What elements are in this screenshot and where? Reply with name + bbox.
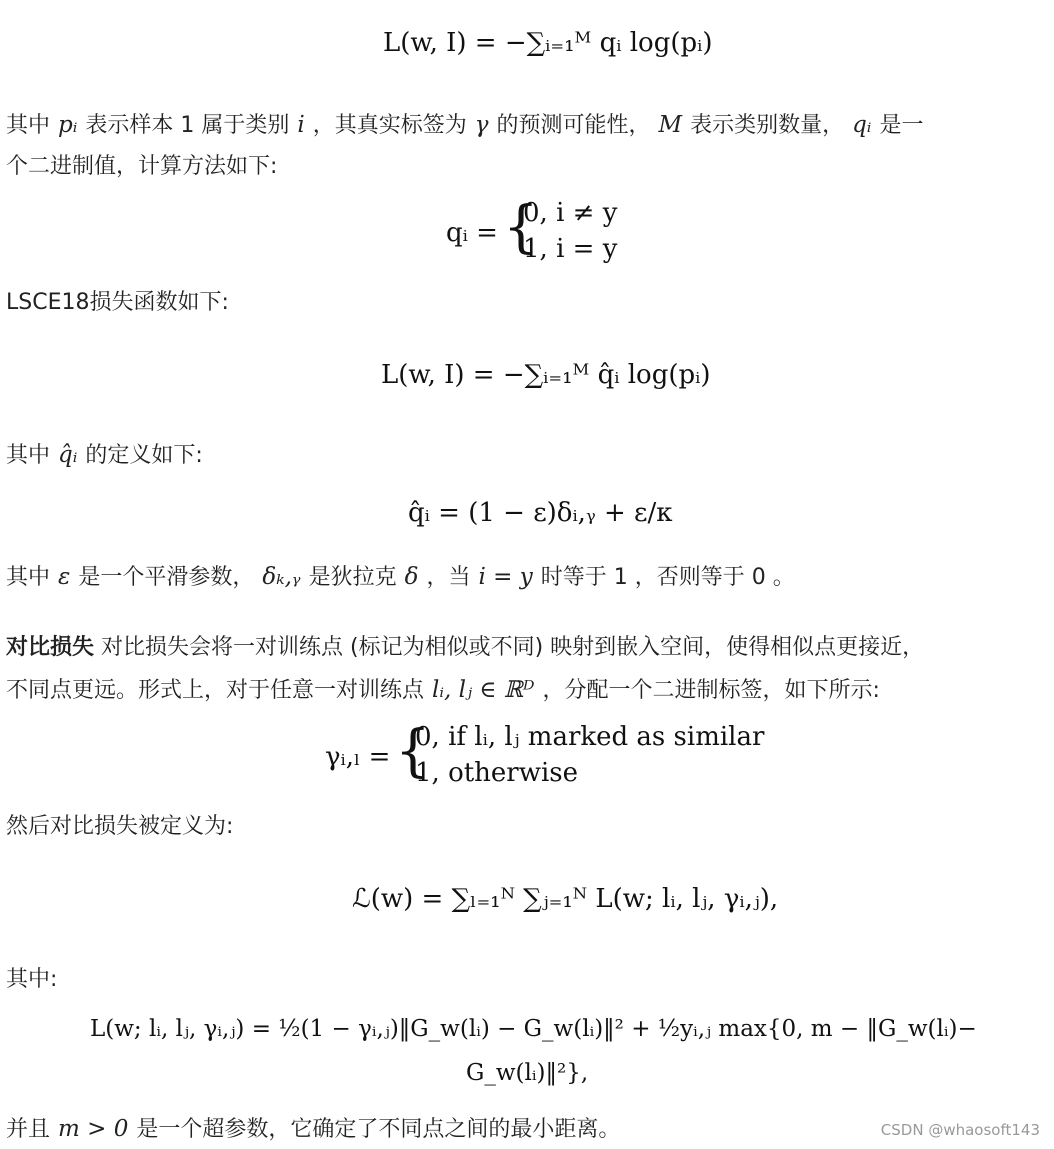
math-delta-ky: δₖ,ᵧ [262,564,301,590]
paragraph-contrastive [6,633,924,663]
paragraph-epsilon [6,562,795,593]
math-m-gt-0: m > 0 [58,1116,129,1142]
text: 的预测可能性， [496,113,651,138]
paragraph-margin [6,1114,620,1145]
heading-contrastive: 对比损失 [6,635,95,660]
text: 其中 [6,565,51,590]
text: 表示样本 1 属于类别 [85,113,290,138]
math-gamma: γ [474,112,489,138]
csdn-watermark: CSDN @whaosoft143 [880,1121,1040,1139]
math-qi: qᵢ [852,112,872,138]
math-qhat: q̂ᵢ [58,442,78,468]
text: 其中 [6,443,51,468]
text: 对比损失会将一对训练点 (标记为相似或不同) 映射到嵌入空间，使得相似点更接近， [101,635,925,660]
paragraph-lsce: LSCE18损失函数如下: [6,290,229,315]
math-i-eq-y: i = y [478,564,533,590]
text: 并且 [6,1117,51,1142]
text: ，分配一个二进制标签，如下所示: [542,678,880,703]
formula-pair-loss-line2: G_w(lᵢ)‖²}, [466,1060,589,1086]
brace: { [503,195,539,260]
math-pi: pᵢ [58,112,78,138]
formula-case: 0, i ≠ y [523,198,618,228]
paragraph-contrastive-line2 [6,675,880,706]
formula-lhs: γᵢ,ₗ = [325,742,391,772]
math-M: M [658,112,683,138]
formula-case: 1, i = y [523,234,618,264]
paragraph-pi-definition [6,110,923,141]
formula-pair-loss-line1: L(w; lᵢ, lⱼ, γᵢ,ⱼ) = ½(1 − γᵢ,ⱼ)‖G_w(lᵢ) − G_w(lᵢ)‖² + ½yᵢ,ⱼ max{0, m − ‖G_w(lᵢ)− [90,1016,977,1042]
text: ，其真实标签为 [312,113,467,138]
formula-case: 0, if lᵢ, lⱼ marked as similar [415,722,765,752]
text: 不同点更远。形式上，对于任意一对训练点 [6,678,425,703]
formula-contrastive-loss: ℒ(w) = ∑ₗ₌₁ᴺ ∑ⱼ₌₁ᴺ L(w; lᵢ, lⱼ, γᵢ,ⱼ), [352,884,779,914]
math-li-lj: lᵢ, lⱼ ∈ ℝᴰ [432,677,535,703]
formula-lhs: qᵢ = [446,218,498,248]
formula-cross-entropy: L(w, I) = −∑ᵢ₌₁ᴹ qᵢ log(pᵢ) [383,28,713,58]
formula-case: 1, otherwise [415,758,579,788]
text: 是一个平滑参数， [78,565,255,590]
paragraph-pi-definition-line2: 个二进制值，计算方法如下: [6,154,278,179]
formula-lsce-loss: L(w, I) = −∑ᵢ₌₁ᴹ q̂ᵢ log(pᵢ) [381,360,711,390]
text: 的定义如下: [85,443,203,468]
brace: { [395,719,431,784]
paragraph-contrastive-defined: 然后对比损失被定义为: [6,814,234,839]
math-delta: δ [404,564,419,590]
text: 其中 [6,113,51,138]
text: 表示类别数量， [690,113,845,138]
formula-qhat: q̂ᵢ = (1 − ε)δᵢ,ᵧ + ε/κ [408,498,673,528]
paragraph-qhat-definition [6,440,203,471]
math-epsilon: ε [58,564,71,590]
text: 是一个超参数，它确定了不同点之间的最小距离。 [136,1117,621,1142]
math-i: i [297,112,305,138]
text: 是狄拉克 [308,565,397,590]
text: 时等于 1 ，否则等于 0 。 [540,565,795,590]
text: 是一 [879,113,924,138]
paragraph-where: 其中: [6,967,58,992]
text: ，当 [426,565,471,590]
